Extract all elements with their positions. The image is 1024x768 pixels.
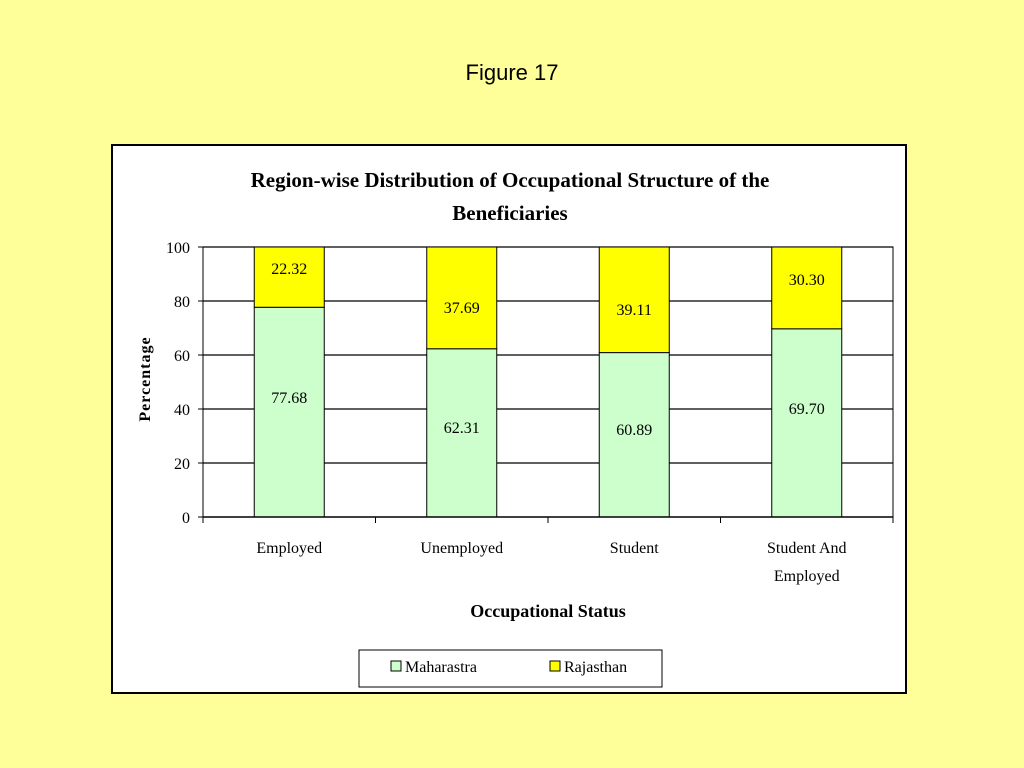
chart-svg xyxy=(113,146,905,692)
y-tick-label: 40 xyxy=(174,402,190,419)
legend-label-maharastra: Maharastra xyxy=(405,659,477,676)
chart-title-line: Beneficiaries xyxy=(452,201,568,225)
slide-title: Figure 17 xyxy=(465,60,559,85)
y-tick-label: 80 xyxy=(174,294,190,311)
data-label: 77.68 xyxy=(271,390,308,408)
y-axis-label: Percentage xyxy=(137,336,154,422)
chart-title-line: Region-wise Distribution of Occupational Structure of the xyxy=(250,168,770,192)
y-tick-label: 20 xyxy=(174,456,190,473)
data-label: 37.69 xyxy=(443,299,480,317)
data-label: 22.32 xyxy=(271,261,308,279)
x-tick-label: Employed xyxy=(256,540,323,557)
legend xyxy=(359,650,662,687)
bar-rajasthan xyxy=(427,247,497,349)
data-label: 30.30 xyxy=(788,271,825,289)
x-tick-label: Employed xyxy=(773,568,840,585)
legend-swatch-maharastra xyxy=(391,661,401,671)
data-label: 69.70 xyxy=(788,400,825,418)
data-label: 62.31 xyxy=(443,419,480,437)
data-label: 60.89 xyxy=(616,421,653,439)
x-tick-label: Student And xyxy=(766,540,847,557)
chart-title xyxy=(251,168,770,225)
x-axis-label: Occupational Status xyxy=(470,601,626,621)
chart-frame xyxy=(111,144,907,694)
bars xyxy=(254,247,842,517)
y-tick-label: 100 xyxy=(166,240,190,257)
data-labels xyxy=(271,261,825,439)
x-tick-label: Student xyxy=(609,540,659,557)
y-tick-label: 0 xyxy=(182,510,190,527)
x-tick-label: Unemployed xyxy=(420,540,504,557)
bar-maharastra xyxy=(254,307,324,517)
legend-swatch-rajasthan xyxy=(550,661,560,671)
bar-rajasthan xyxy=(599,247,669,353)
legend-label-rajasthan: Rajasthan xyxy=(564,659,628,676)
y-tick-label: 60 xyxy=(174,348,190,365)
bar-maharastra xyxy=(772,329,842,517)
data-label: 39.11 xyxy=(616,301,652,319)
